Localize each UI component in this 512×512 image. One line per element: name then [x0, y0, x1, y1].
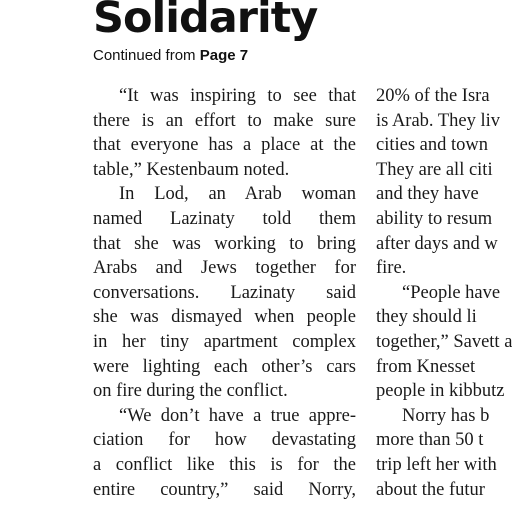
- text-line: fire.: [376, 258, 407, 279]
- text-line: “We don’t have a true appre-: [119, 405, 356, 426]
- text-line: 20% of the Isra: [376, 86, 490, 106]
- text-line: that she was working to bring: [93, 233, 356, 254]
- text-line: were lighting each other’s cars: [93, 356, 356, 377]
- text-line: conversations. Lazinaty said: [93, 282, 356, 303]
- text-line: named Lazinaty told them: [93, 208, 356, 229]
- continued-page-link[interactable]: Page 7: [199, 47, 249, 64]
- article-column-1: [93, 84, 356, 502]
- continued-from-line: [93, 46, 248, 66]
- text-line: there is an effort to make sure: [93, 110, 356, 131]
- text-line: cities and town: [376, 135, 489, 156]
- text-line: “People have: [402, 282, 501, 303]
- text-line: people in kibbutz: [376, 381, 505, 402]
- text-line: trip left her with: [376, 454, 497, 475]
- text-line: that everyone has a place at the: [93, 135, 356, 156]
- text-line: in her tiny apartment complex: [93, 331, 356, 352]
- continued-prefix: Continued from: [93, 47, 200, 64]
- text-line: together,” Savett a: [376, 331, 512, 352]
- text-line: and they have: [376, 184, 479, 205]
- text-line: “It was inspiring to see that: [119, 86, 356, 106]
- headline: Solidarity: [93, 0, 318, 43]
- text-line: more than 50 t: [376, 430, 484, 451]
- text-line: ability to resum: [376, 208, 493, 229]
- text-line: ciation for how devastating: [93, 430, 356, 451]
- text-line: from Knesset: [376, 356, 476, 377]
- text-line: is Arab. They liv: [376, 110, 501, 131]
- text-line: entire country,” said Norry,: [93, 479, 356, 500]
- text-line: table,” Kestenbaum noted.: [93, 159, 290, 180]
- text-line: Arabs and Jews together for: [93, 258, 356, 279]
- text-line: they should li: [376, 307, 477, 328]
- text-line: a conflict like this is for the: [93, 454, 356, 475]
- text-line: They are all citi: [376, 159, 493, 180]
- text-line: on fire during the conflict.: [93, 381, 288, 402]
- text-line: about the futur: [376, 479, 485, 500]
- text-line: Norry has b: [402, 405, 490, 426]
- article-column-2: [376, 84, 512, 502]
- text-line: after days and w: [376, 233, 498, 254]
- text-line: In Lod, an Arab woman: [119, 184, 356, 205]
- text-line: she was dismayed when people: [93, 307, 356, 328]
